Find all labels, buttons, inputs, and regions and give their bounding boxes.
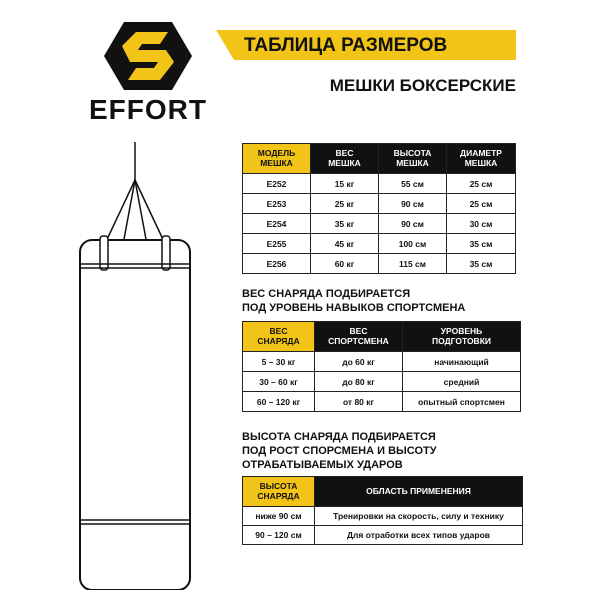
cell-model: E255 bbox=[243, 234, 311, 254]
effort-logo bbox=[88, 20, 208, 130]
cell-weight: 45 кг bbox=[311, 234, 379, 254]
cell-bag-weight: 60 – 120 кг bbox=[243, 392, 315, 412]
cell-diameter: 30 см bbox=[447, 214, 516, 234]
cell-weight: 60 кг bbox=[311, 254, 379, 274]
table-row bbox=[243, 234, 516, 254]
brand-name: EFFORT bbox=[89, 94, 207, 125]
column-header-height: ВЫСОТА МЕШКА bbox=[379, 144, 447, 174]
cell-height: 100 см bbox=[379, 234, 447, 254]
table-row bbox=[243, 392, 521, 412]
cell-height: 90 см bbox=[379, 214, 447, 234]
table-row bbox=[243, 174, 516, 194]
cell-skill-level: средний bbox=[403, 372, 521, 392]
cell-skill-level: начинающий bbox=[403, 352, 521, 372]
cell-model: E253 bbox=[243, 194, 311, 214]
cell-diameter: 35 см bbox=[447, 234, 516, 254]
cell-bag-height: 90 – 120 см bbox=[243, 526, 315, 545]
table-row bbox=[243, 526, 523, 545]
cell-diameter: 35 см bbox=[447, 254, 516, 274]
cell-bag-weight: 5 – 30 кг bbox=[243, 352, 315, 372]
weight-section-heading: ВЕС СНАРЯДА ПОДБИРАЕТСЯ ПОД УРОВЕНЬ НАВЫКОВ СПОРТСМЕНА bbox=[242, 288, 466, 315]
cell-application-area: Для отработки всех типов ударов bbox=[315, 526, 523, 545]
cell-diameter: 25 см bbox=[447, 174, 516, 194]
cell-model: E252 bbox=[243, 174, 311, 194]
column-header-bag-height: ВЫСОТА СНАРЯДА bbox=[243, 477, 315, 507]
height-table bbox=[242, 476, 523, 545]
column-header-application-area: ОБЛАСТЬ ПРИМЕНЕНИЯ bbox=[315, 477, 523, 507]
table-row bbox=[243, 214, 516, 234]
column-header-skill-level: УРОВЕНЬ ПОДГОТОВКИ bbox=[403, 322, 521, 352]
page-title: ТАБЛИЦА РАЗМЕРОВ bbox=[244, 35, 448, 56]
height-section-heading: ВЫСОТА СНАРЯДА ПОДБИРАЕТСЯ ПОД РОСТ СПОРСМЕНА И ВЫСОТУ ОТРАБАТЫВАЕМЫХ УДАРОВ bbox=[242, 431, 437, 472]
table-row bbox=[243, 372, 521, 392]
height-table-header bbox=[243, 477, 523, 507]
cell-weight: 15 кг bbox=[311, 174, 379, 194]
title-band bbox=[216, 30, 516, 60]
size-table-header bbox=[243, 144, 516, 174]
cell-model: E256 bbox=[243, 254, 311, 274]
page-subtitle: МЕШКИ БОКСЕРСКИЕ bbox=[329, 76, 516, 95]
cell-athlete-weight: до 60 кг bbox=[315, 352, 403, 372]
cell-athlete-weight: до 80 кг bbox=[315, 372, 403, 392]
cell-bag-height: ниже 90 см bbox=[243, 507, 315, 526]
table-row bbox=[243, 194, 516, 214]
table-row bbox=[243, 507, 523, 526]
cell-skill-level: опытный спортсмен bbox=[403, 392, 521, 412]
column-header-weight: ВЕС МЕШКА bbox=[311, 144, 379, 174]
cell-weight: 35 кг bbox=[311, 214, 379, 234]
cell-application-area: Тренировки на скорость, силу и технику bbox=[315, 507, 523, 526]
cell-diameter: 25 см bbox=[447, 194, 516, 214]
cell-weight: 25 кг bbox=[311, 194, 379, 214]
cell-athlete-weight: от 80 кг bbox=[315, 392, 403, 412]
weight-table-header bbox=[243, 322, 521, 352]
weight-table bbox=[242, 321, 521, 412]
cell-height: 90 см bbox=[379, 194, 447, 214]
column-header-diameter: ДИАМЕТР МЕШКА bbox=[447, 144, 516, 174]
column-header-model: МОДЕЛЬ МЕШКА bbox=[243, 144, 311, 174]
punching-bag-illustration bbox=[72, 140, 212, 590]
cell-bag-weight: 30 – 60 кг bbox=[243, 372, 315, 392]
cell-height: 115 см bbox=[379, 254, 447, 274]
size-table bbox=[242, 143, 516, 274]
hexagon-logo-icon bbox=[102, 20, 194, 92]
table-row bbox=[243, 254, 516, 274]
cell-height: 55 см bbox=[379, 174, 447, 194]
column-header-bag-weight: ВЕС СНАРЯДА bbox=[243, 322, 315, 352]
cell-model: E254 bbox=[243, 214, 311, 234]
column-header-athlete-weight: ВЕС СПОРТСМЕНА bbox=[315, 322, 403, 352]
table-row bbox=[243, 352, 521, 372]
